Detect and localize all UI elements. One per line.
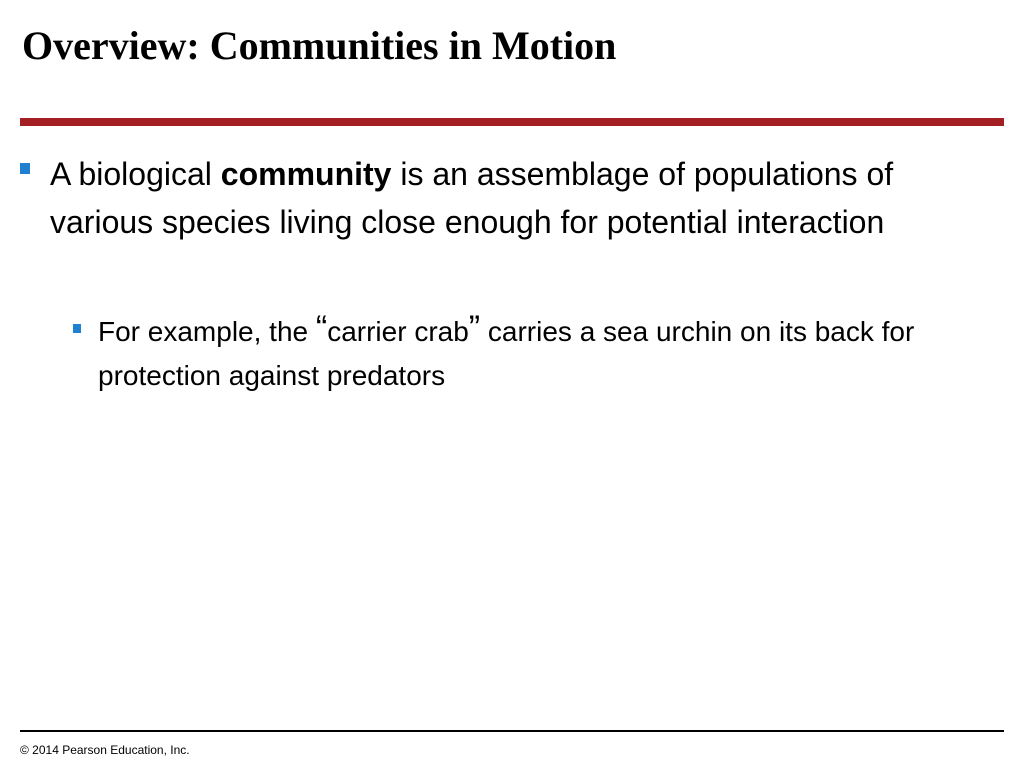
open-quote-mark: “ — [315, 309, 328, 347]
sub-bullet-text-before: For example, the — [98, 316, 316, 347]
bullet-community-definition — [50, 150, 970, 246]
copyright-notice: © 2014 Pearson Education, Inc. — [20, 743, 190, 757]
sub-bullet-text-after: carries a sea urchin on its back for protection against predators — [98, 316, 915, 391]
close-quote-mark: ” — [468, 309, 481, 347]
title-divider — [20, 118, 1004, 126]
footer-divider — [20, 730, 1004, 732]
square-bullet-icon — [73, 324, 81, 333]
slide-title: Overview: Communities in Motion — [22, 23, 617, 68]
bullet-term-community: community — [220, 156, 392, 192]
sub-bullet-quoted-term: carrier crab — [327, 316, 469, 347]
bullet-text-before: A biological — [50, 156, 221, 192]
bullet-text-after: is an assemblage of populations of various species living close enough for potential interaction — [50, 156, 894, 240]
sub-bullet-carrier-crab — [98, 310, 978, 398]
square-bullet-icon — [20, 163, 30, 174]
